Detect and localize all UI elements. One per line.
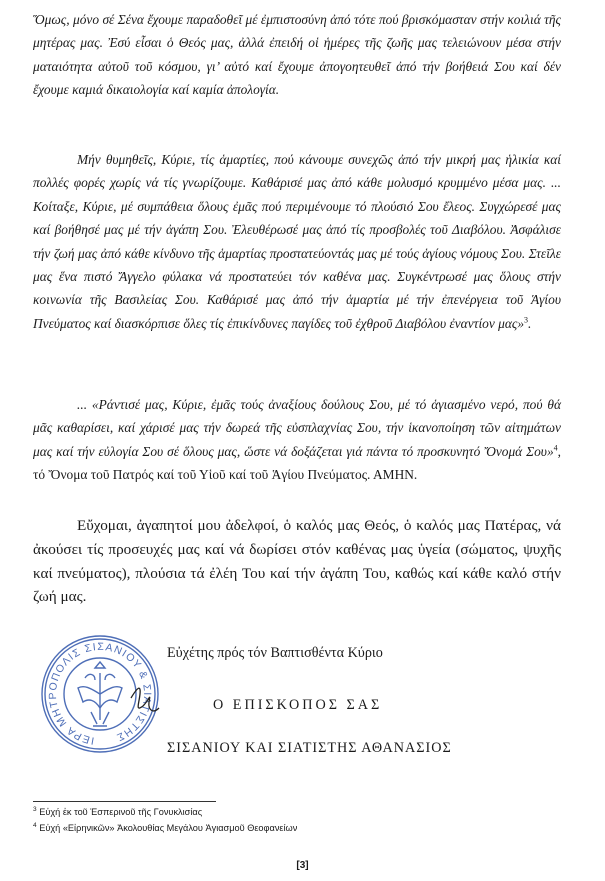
paragraph-2 xyxy=(33,148,561,335)
footnote-3 xyxy=(33,806,202,818)
paragraph-2-text: Μήν θυμηθεῖς, Κύριε, τίς ἁμαρτίες, πού κάνουμε συνεχῶς ἀπό τήν μικρή μας ἡλικία καί πολλές φορές χωρίς νά τίς γνωρίζουμε. Καθάρισέ μας ἀπό κάθε μολυσμό κρυμμένο μέσα μας. ... Κοίταξε, Κύριε, μέ συμπάθεια ὅλους ἐμᾶς πού περιμένουμε τό πλούσιό Σου ἔλεος. Συγχώρεσέ μας καί βοήθησέ μας μέ τήν ἀγάπη Σου. Ἐλευθέρωσέ μας ἀπό τίς προσβολές τοῦ Διαβόλου. Ἀσφάλισε τήν ζωή μας ἀπό κάθε κίνδυνο τῆς ἁμαρτίας προστατεύοντάς μας μέ τούς ἁγίους νόμους Σου. Στεῖλε μας ἕνα πιστό Ἄγγελο φύλακα νά προστατεύει τόν καθένα μας. Συγκέντρωσέ μας ὅλους στήν κοινωνία τῆς Βασιλείας Σου. Καθάρισέ μας ἀπό τήν ἁμαρτία μέ τήν ἐπενέργεια τοῦ Ἁγίου Πνεύματος καί διασκόρπισε ὅλες τίς ἐπικίνδυνες παγίδες τοῦ ἐχθροῦ Διαβόλου ἐναντίον μας» xyxy=(33,152,561,331)
footnote-4 xyxy=(33,822,297,834)
paragraph-1 xyxy=(33,8,561,102)
page-number: [3] xyxy=(296,860,309,871)
signature-intro: Εὐχέτης πρός τόν Βαπτισθέντα Κύριο xyxy=(167,645,383,661)
signature-name: ΣΙΣΑΝΙΟΥ ΚΑΙ ΣΙΑΤΙΣΤΗΣ ΑΘΑΝΑΣΙΟΣ xyxy=(167,740,452,756)
paragraph-1-text: Ὅμως, μόνο σέ Σένα ἔχουμε παραδοθεῖ μέ ἐμπιστοσύνη ἀπό τότε πού βρισκόμασταν στήν κοιλιά τῆς μητέρας μας. Ἐσύ εἶσαι ὁ Θεός μας, ἀλλά ἐπειδή οἱ ἡμέρες τῆς ζωῆς μας τελειώνουν μέσα στήν ματαιότητα αὐτοῦ τοῦ κόσμου, γι’ αὐτό καί ἔχουμε ἀπογοητευθεῖ ἀπό τήν βοήθειά Σου καί δέν ἔχουμε καμιά δικαιολογία καί καμία ἀπολογία. xyxy=(33,12,561,98)
footnote-3-text: Εὐχή ἐκ τοῦ Ἑσπερινοῦ τῆς Γονυκλισίας xyxy=(39,807,203,817)
signature-title: Ο ΕΠΙΣΚΟΠΟΣ ΣΑΣ xyxy=(213,697,383,713)
footnote-ref-4[interactable]: 4 xyxy=(553,443,558,453)
footnote-3-number: 3 xyxy=(33,805,37,813)
paragraph-3-tail: , τό Ὄνομα τοῦ Πατρός καί τοῦ Υἱοῦ καί τοῦ Ἁγίου Πνεύματος. ΑΜΗΝ. xyxy=(33,443,561,483)
footnote-divider xyxy=(33,801,216,802)
footnote-4-text: Εὐχή «Εἰρηνικῶν» Ἀκολουθίας Μεγάλου Ἁγιασμοῦ Θεοφανείων xyxy=(39,823,298,833)
paragraph-3-quote: ... «Ράντισέ μας, Κύριε, ἐμᾶς τούς ἀναξίους δούλους Σου, μέ τό ἁγιασμένο νερό, πού θά μᾶς καθαρίσει, καί χάρισέ μας τήν δωρεά τῆς εὐσπλαχνίας Σου, τήν ἱκανοποίηση τῶν αἰτημάτων μας καί τήν εὐλογία Σου σέ ὅλους μας, ὥστε νά δοξάζεται γιά πάντα τό προσκυνητό Ὄνομά Σου» xyxy=(33,397,561,459)
paragraph-4: Εὔχομαι, ἀγαπητοί μου ἀδελφοί, ὁ καλός μας Θεός, ὁ καλός μας Πατέρας, νά ἀκούσει τίς προσευχές μας καί νά δωρίσει στόν καθένας μας ὑγεία (σώματος, ψυχῆς καί πνεύματος), πλούσια τά ἐλέη Του καί τήν ἀγάπη Του, καθώς καί κάθε καλό στήν ζωή μας. xyxy=(33,517,561,606)
footnote-4-number: 4 xyxy=(33,821,37,829)
footnote-ref-3[interactable]: 3 xyxy=(524,315,529,325)
episcopal-seal-stamp xyxy=(33,628,168,758)
seal-inscription: ΙΕΡΑ ΜΗΤΡΟΠΟΛΙΣ ΣΙΣΑΝΙΟΥ & ΣΙΑΤΙΣΤΗΣ xyxy=(46,640,154,747)
paragraph-2-end: . xyxy=(528,315,532,331)
paragraph-3 xyxy=(33,393,561,487)
